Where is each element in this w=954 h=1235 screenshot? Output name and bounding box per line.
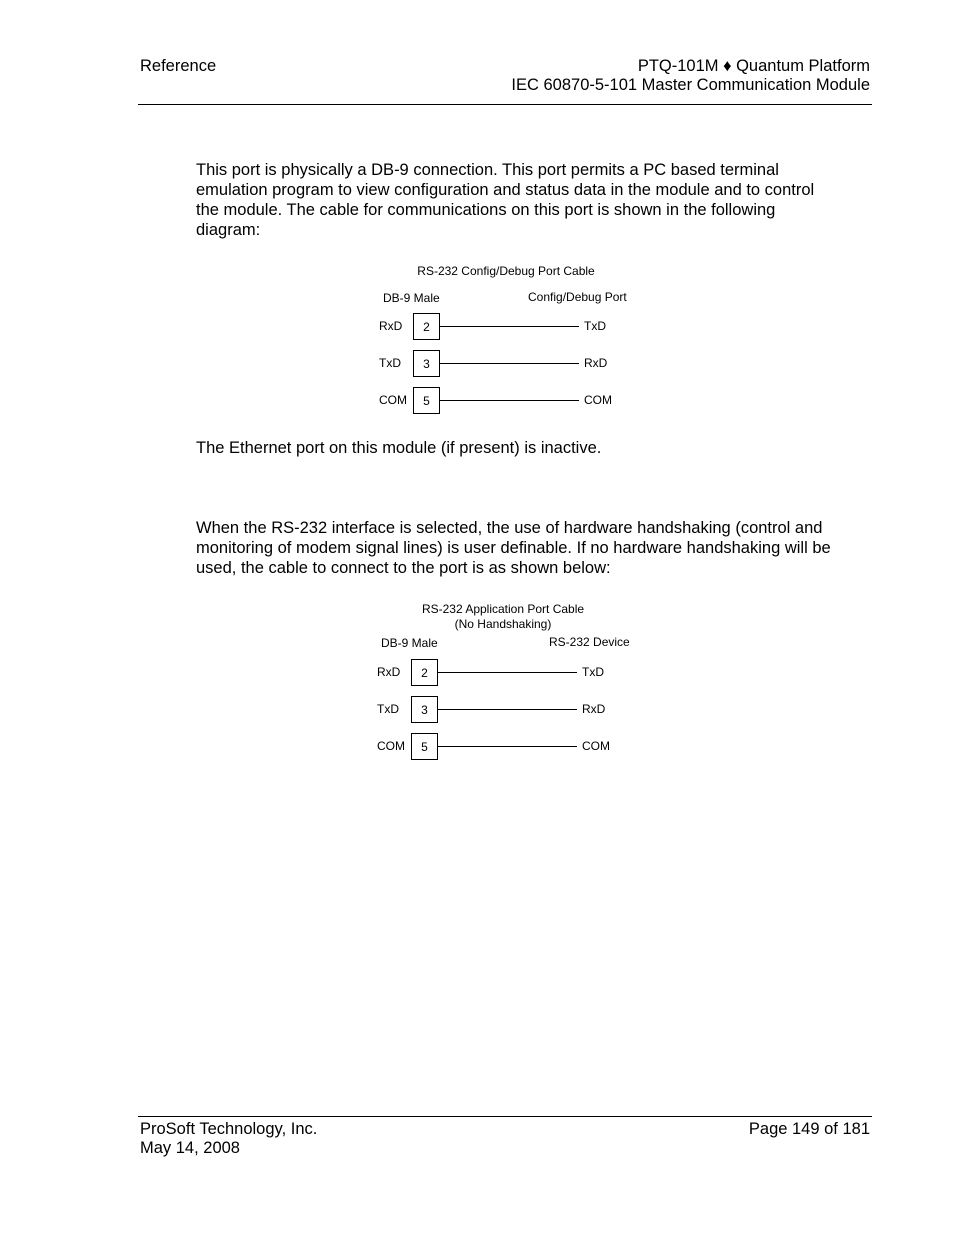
paragraph-debug-port xyxy=(196,160,836,240)
pin-signal-left: RxD xyxy=(377,665,401,679)
paragraph-ethernet-port xyxy=(196,438,836,458)
pin-signal-right: COM xyxy=(584,393,612,407)
footer-date: May 14, 2008 xyxy=(140,1139,240,1157)
wire-line xyxy=(440,326,579,327)
pin-signal-left: TxD xyxy=(377,702,399,716)
pin-signal-right: RxD xyxy=(582,702,606,716)
pin-signal-left: RxD xyxy=(379,319,403,333)
pin-box: 2 xyxy=(411,659,438,686)
paragraph-application-port xyxy=(196,518,836,578)
wire-line xyxy=(440,400,579,401)
header-rule xyxy=(138,104,872,105)
pin-box: 2 xyxy=(413,313,440,340)
pin-box: 5 xyxy=(411,733,438,760)
footer-rule xyxy=(138,1116,872,1117)
pin-signal-right: TxD xyxy=(584,319,606,333)
wire-line xyxy=(438,672,577,673)
paragraph-text: This port is physically a DB-9 connection. This port permits a PC based terminal emulation program to view configuration and status data in the module and to control the module. The cable for communications on this port is shown in the following diagram: xyxy=(196,161,815,239)
paragraph-text: When the RS-232 interface is selected, the use of hardware handshaking (control and monitoring of modem signal lines) is user definable. If no hardware handshaking will be used, the cable to connect to the port is as shown below: xyxy=(196,519,831,577)
wire-line xyxy=(440,363,579,364)
pin-signal-left: TxD xyxy=(379,356,401,370)
pin-box: 3 xyxy=(411,696,438,723)
diagram-right-header: Config/Debug Port xyxy=(528,290,627,304)
pin-signal-right: COM xyxy=(582,739,610,753)
paragraph-text: The Ethernet port on this module (if present) is inactive. xyxy=(196,439,602,457)
header-product-title: PTQ-101M ♦ Quantum Platform xyxy=(637,57,870,75)
pin-box: 3 xyxy=(413,350,440,377)
diagram-title: RS-232 Config/Debug Port Cable xyxy=(417,264,595,278)
diagram-title: RS-232 Application Port Cable xyxy=(421,602,585,616)
pin-signal-right: TxD xyxy=(582,665,604,679)
diagram-subtitle: (No Handshaking) xyxy=(454,617,552,631)
footer-page-number: Page 149 of 181 xyxy=(748,1120,870,1138)
header-product-subtitle: IEC 60870-5-101 Master Communication Module xyxy=(511,76,870,94)
diagram-left-header: DB-9 Male xyxy=(381,636,438,650)
diagram-right-header: RS-232 Device xyxy=(549,635,630,649)
pin-box: 5 xyxy=(413,387,440,414)
wire-line xyxy=(438,746,577,747)
wire-line xyxy=(438,709,577,710)
diagram-left-header: DB-9 Male xyxy=(383,291,440,305)
pin-signal-right: RxD xyxy=(584,356,608,370)
pin-signal-left: COM xyxy=(379,393,407,407)
header-section-label: Reference xyxy=(140,57,217,75)
pin-signal-left: COM xyxy=(377,739,405,753)
footer-company: ProSoft Technology, Inc. xyxy=(140,1120,318,1138)
